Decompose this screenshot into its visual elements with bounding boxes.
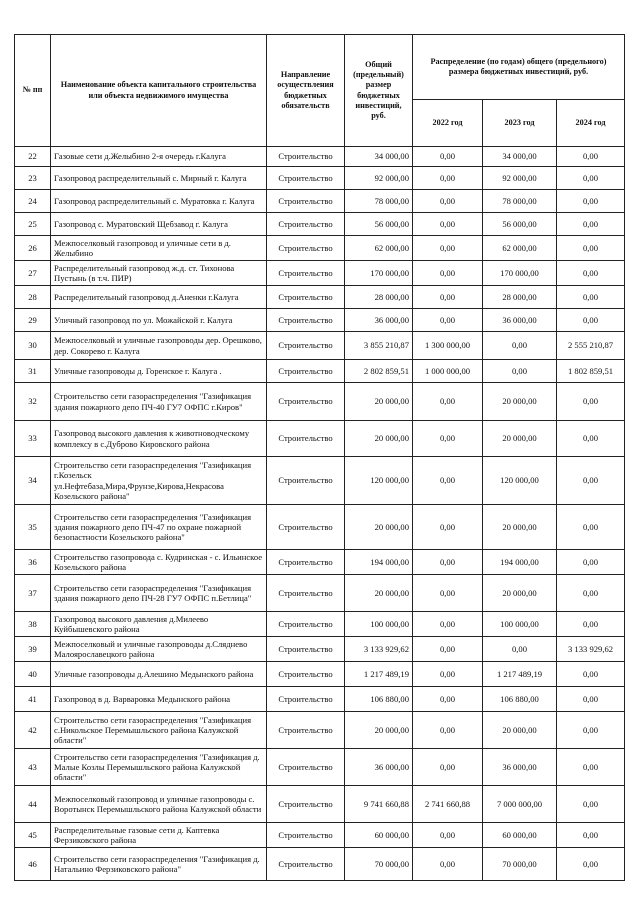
table-row <box>15 190 625 213</box>
direction: Строительство <box>267 637 345 662</box>
object-name: Газопровод высокого давления д.Милеево Куйбышевского района <box>51 612 267 637</box>
total-amount: 106 880,00 <box>345 687 413 712</box>
direction: Строительство <box>267 261 345 286</box>
table-row <box>15 637 625 662</box>
table-row <box>15 286 625 309</box>
amount-2022: 0,00 <box>413 421 483 457</box>
header-year-2022: 2022 год <box>413 100 483 147</box>
direction: Строительство <box>267 505 345 550</box>
row-number: 44 <box>15 786 51 823</box>
object-name: Уличные газопроводы д. Горенское г. Калуга . <box>51 360 267 383</box>
object-name: Газопровод распределительный с. Муратовка г. Калуга <box>51 190 267 213</box>
object-name: Межпоселковый и уличные газопроводы дер. Орешково, дер. Сокорево г. Калуга <box>51 332 267 360</box>
amount-2024: 0,00 <box>557 550 625 575</box>
total-amount: 20 000,00 <box>345 421 413 457</box>
header-object-name: Наименование объекта капитального строительства или объекта недвижимого имущества <box>51 35 267 147</box>
object-name: Газопровод распределительный с. Мирный г. Калуга <box>51 167 267 190</box>
row-number: 31 <box>15 360 51 383</box>
object-name: Газовые сети д.Желыбино 2-я очередь г.Калуга <box>51 147 267 167</box>
table-row <box>15 457 625 505</box>
amount-2024: 0,00 <box>557 823 625 848</box>
object-name: Газопровод с. Муратовский Щебзавод г. Калуга <box>51 213 267 236</box>
total-amount: 194 000,00 <box>345 550 413 575</box>
amount-2023: 0,00 <box>483 637 557 662</box>
amount-2022: 0,00 <box>413 236 483 261</box>
total-amount: 92 000,00 <box>345 167 413 190</box>
row-number: 30 <box>15 332 51 360</box>
table-row <box>15 823 625 848</box>
row-number: 37 <box>15 575 51 612</box>
amount-2022: 0,00 <box>413 213 483 236</box>
amount-2023: 28 000,00 <box>483 286 557 309</box>
amount-2023: 60 000,00 <box>483 823 557 848</box>
direction: Строительство <box>267 550 345 575</box>
amount-2022: 0,00 <box>413 687 483 712</box>
object-name: Межпоселковый и уличные газопроводы д.Слядневo Малоярославецкого района <box>51 637 267 662</box>
total-amount: 20 000,00 <box>345 505 413 550</box>
direction: Строительство <box>267 236 345 261</box>
row-number: 42 <box>15 712 51 749</box>
header-num: № пп <box>15 35 51 147</box>
amount-2022: 0,00 <box>413 147 483 167</box>
object-name: Строительство сети газораспределения "Газификация с.Никольское Перемышльского района Калужской области" <box>51 712 267 749</box>
row-number: 34 <box>15 457 51 505</box>
row-number: 45 <box>15 823 51 848</box>
amount-2024: 0,00 <box>557 261 625 286</box>
amount-2024: 0,00 <box>557 612 625 637</box>
amount-2024: 0,00 <box>557 848 625 881</box>
amount-2022: 0,00 <box>413 662 483 687</box>
total-amount: 100 000,00 <box>345 612 413 637</box>
amount-2023: 0,00 <box>483 360 557 383</box>
amount-2023: 100 000,00 <box>483 612 557 637</box>
total-amount: 2 802 859,51 <box>345 360 413 383</box>
object-name: Строительство газопровода с. Кудринская - с. Ильинское Козельского района <box>51 550 267 575</box>
row-number: 25 <box>15 213 51 236</box>
amount-2023: 1 217 489,19 <box>483 662 557 687</box>
row-number: 23 <box>15 167 51 190</box>
object-name: Строительство сети газораспределения "Газификация здания пожарного депо ПЧ-28 ГУ7 ОФПС п.Бетлица" <box>51 575 267 612</box>
amount-2022: 0,00 <box>413 637 483 662</box>
amount-2024: 0,00 <box>557 575 625 612</box>
amount-2022: 2 741 660,88 <box>413 786 483 823</box>
total-amount: 1 217 489,19 <box>345 662 413 687</box>
table-row <box>15 550 625 575</box>
amount-2022: 0,00 <box>413 823 483 848</box>
object-name: Распределительный газопровод ж.д. ст. Тихонова Пустынь (в т.ч. ПИР) <box>51 261 267 286</box>
amount-2022: 0,00 <box>413 190 483 213</box>
header-direction: Направление осуществления бюджетных обязательств <box>267 35 345 147</box>
amount-2022: 1 000 000,00 <box>413 360 483 383</box>
direction: Строительство <box>267 147 345 167</box>
total-amount: 9 741 660,88 <box>345 786 413 823</box>
direction: Строительство <box>267 848 345 881</box>
total-amount: 3 855 210,87 <box>345 332 413 360</box>
row-number: 39 <box>15 637 51 662</box>
object-name: Строительство сети газораспределения "Газификация д. Малые Козлы Перемышльского района Калужской области" <box>51 749 267 786</box>
total-amount: 36 000,00 <box>345 749 413 786</box>
amount-2024: 0,00 <box>557 687 625 712</box>
total-amount: 62 000,00 <box>345 236 413 261</box>
direction: Строительство <box>267 575 345 612</box>
amount-2024: 0,00 <box>557 286 625 309</box>
amount-2023: 36 000,00 <box>483 749 557 786</box>
amount-2022: 0,00 <box>413 457 483 505</box>
total-amount: 170 000,00 <box>345 261 413 286</box>
amount-2023: 56 000,00 <box>483 213 557 236</box>
table-row <box>15 848 625 881</box>
amount-2022: 0,00 <box>413 167 483 190</box>
amount-2023: 36 000,00 <box>483 309 557 332</box>
table-row <box>15 421 625 457</box>
amount-2023: 70 000,00 <box>483 848 557 881</box>
amount-2022: 0,00 <box>413 749 483 786</box>
amount-2023: 62 000,00 <box>483 236 557 261</box>
amount-2023: 92 000,00 <box>483 167 557 190</box>
total-amount: 20 000,00 <box>345 712 413 749</box>
row-number: 32 <box>15 383 51 421</box>
total-amount: 20 000,00 <box>345 383 413 421</box>
amount-2024: 0,00 <box>557 190 625 213</box>
direction: Строительство <box>267 687 345 712</box>
header-year-2023: 2023 год <box>483 100 557 147</box>
amount-2024: 0,00 <box>557 236 625 261</box>
amount-2022: 0,00 <box>413 712 483 749</box>
amount-2023: 20 000,00 <box>483 505 557 550</box>
amount-2022: 0,00 <box>413 261 483 286</box>
object-name: Газопровод высокого давления к животноводческому комплексу в с.Дуброво Кировского района <box>51 421 267 457</box>
direction: Строительство <box>267 823 345 848</box>
amount-2022: 0,00 <box>413 286 483 309</box>
amount-2023: 20 000,00 <box>483 575 557 612</box>
object-name: Уличный газопровод по ул. Можайской г. Калуга <box>51 309 267 332</box>
row-number: 26 <box>15 236 51 261</box>
table-row <box>15 749 625 786</box>
table-header <box>15 35 625 147</box>
object-name: Распределительный газопровод д.Аненки г.Калуга <box>51 286 267 309</box>
table-body <box>15 147 625 881</box>
direction: Строительство <box>267 712 345 749</box>
amount-2024: 0,00 <box>557 662 625 687</box>
table-row <box>15 505 625 550</box>
amount-2024: 0,00 <box>557 712 625 749</box>
table-row <box>15 261 625 286</box>
direction: Строительство <box>267 749 345 786</box>
amount-2024: 0,00 <box>557 749 625 786</box>
amount-2024: 3 133 929,62 <box>557 637 625 662</box>
table-row <box>15 383 625 421</box>
object-name: Строительство сети газораспределения "Газификация здания пожарного депо ПЧ-47 по охране пожарной безопастности Козельского района" <box>51 505 267 550</box>
total-amount: 60 000,00 <box>345 823 413 848</box>
row-number: 33 <box>15 421 51 457</box>
table-row <box>15 687 625 712</box>
row-number: 24 <box>15 190 51 213</box>
amount-2022: 0,00 <box>413 575 483 612</box>
total-amount: 20 000,00 <box>345 575 413 612</box>
total-amount: 120 000,00 <box>345 457 413 505</box>
table-row <box>15 236 625 261</box>
row-number: 43 <box>15 749 51 786</box>
total-amount: 56 000,00 <box>345 213 413 236</box>
table-row <box>15 786 625 823</box>
row-number: 22 <box>15 147 51 167</box>
amount-2024: 0,00 <box>557 167 625 190</box>
amount-2024: 0,00 <box>557 786 625 823</box>
amount-2024: 0,00 <box>557 457 625 505</box>
object-name: Уличные газопроводы д.Алешино Медынского района <box>51 662 267 687</box>
table-row <box>15 167 625 190</box>
row-number: 27 <box>15 261 51 286</box>
table-row <box>15 332 625 360</box>
amount-2022: 0,00 <box>413 612 483 637</box>
row-number: 35 <box>15 505 51 550</box>
direction: Строительство <box>267 612 345 637</box>
table-row <box>15 662 625 687</box>
amount-2024: 0,00 <box>557 147 625 167</box>
direction: Строительство <box>267 421 345 457</box>
direction: Строительство <box>267 383 345 421</box>
direction: Строительство <box>267 786 345 823</box>
object-name: Межпоселковый газопровод и уличные сети в д. Желыбино <box>51 236 267 261</box>
total-amount: 36 000,00 <box>345 309 413 332</box>
table-row <box>15 309 625 332</box>
direction: Строительство <box>267 190 345 213</box>
amount-2024: 1 802 859,51 <box>557 360 625 383</box>
amount-2024: 0,00 <box>557 213 625 236</box>
amount-2023: 0,00 <box>483 332 557 360</box>
table-row <box>15 575 625 612</box>
total-amount: 28 000,00 <box>345 286 413 309</box>
table-row <box>15 213 625 236</box>
investment-table <box>14 34 625 881</box>
direction: Строительство <box>267 167 345 190</box>
amount-2023: 20 000,00 <box>483 712 557 749</box>
object-name: Строительство сети газораспределения "Газификация д. Натальино Ферзиковского района" <box>51 848 267 881</box>
amount-2024: 2 555 210,87 <box>557 332 625 360</box>
row-number: 36 <box>15 550 51 575</box>
header-year-2024: 2024 год <box>557 100 625 147</box>
header-total: Общий (предельный) размер бюджетных инвестиций, руб. <box>345 35 413 147</box>
amount-2022: 1 300 000,00 <box>413 332 483 360</box>
object-name: Газопровод в д. Варваровка Медынского района <box>51 687 267 712</box>
amount-2023: 7 000 000,00 <box>483 786 557 823</box>
table-row <box>15 147 625 167</box>
direction: Строительство <box>267 662 345 687</box>
amount-2024: 0,00 <box>557 383 625 421</box>
amount-2024: 0,00 <box>557 421 625 457</box>
amount-2022: 0,00 <box>413 848 483 881</box>
table-row <box>15 360 625 383</box>
object-name: Распределительные газовые сети д. Каптевка Ферзиковского района <box>51 823 267 848</box>
amount-2024: 0,00 <box>557 309 625 332</box>
direction: Строительство <box>267 457 345 505</box>
object-name: Строительство сети газораспределения "Газификация г.Козельск ул.Нефтебаза,Мира,Фрунзе,Кирова,Некрасова Козельского района" <box>51 457 267 505</box>
direction: Строительство <box>267 213 345 236</box>
amount-2022: 0,00 <box>413 383 483 421</box>
row-number: 29 <box>15 309 51 332</box>
row-number: 41 <box>15 687 51 712</box>
amount-2022: 0,00 <box>413 309 483 332</box>
object-name: Межпоселковый газопровод и уличные газопроводы с. Воротынск Перемышльского района Калужской области <box>51 786 267 823</box>
direction: Строительство <box>267 360 345 383</box>
object-name: Строительство сети газораспределения "Газификация здания пожарного депо ПЧ-40 ГУ7 ОФПС г.Киров" <box>51 383 267 421</box>
direction: Строительство <box>267 309 345 332</box>
amount-2023: 78 000,00 <box>483 190 557 213</box>
amount-2023: 194 000,00 <box>483 550 557 575</box>
direction: Строительство <box>267 286 345 309</box>
total-amount: 78 000,00 <box>345 190 413 213</box>
amount-2022: 0,00 <box>413 505 483 550</box>
amount-2023: 34 000,00 <box>483 147 557 167</box>
amount-2023: 106 880,00 <box>483 687 557 712</box>
row-number: 46 <box>15 848 51 881</box>
direction: Строительство <box>267 332 345 360</box>
amount-2022: 0,00 <box>413 550 483 575</box>
table-row <box>15 712 625 749</box>
header-distribution: Распределение (по годам) общего (предельного) размера бюджетных инвестиций, руб. <box>413 35 625 100</box>
total-amount: 3 133 929,62 <box>345 637 413 662</box>
total-amount: 70 000,00 <box>345 848 413 881</box>
amount-2023: 20 000,00 <box>483 383 557 421</box>
amount-2023: 120 000,00 <box>483 457 557 505</box>
table-row <box>15 612 625 637</box>
total-amount: 34 000,00 <box>345 147 413 167</box>
amount-2024: 0,00 <box>557 505 625 550</box>
amount-2023: 170 000,00 <box>483 261 557 286</box>
row-number: 38 <box>15 612 51 637</box>
row-number: 28 <box>15 286 51 309</box>
amount-2023: 20 000,00 <box>483 421 557 457</box>
row-number: 40 <box>15 662 51 687</box>
